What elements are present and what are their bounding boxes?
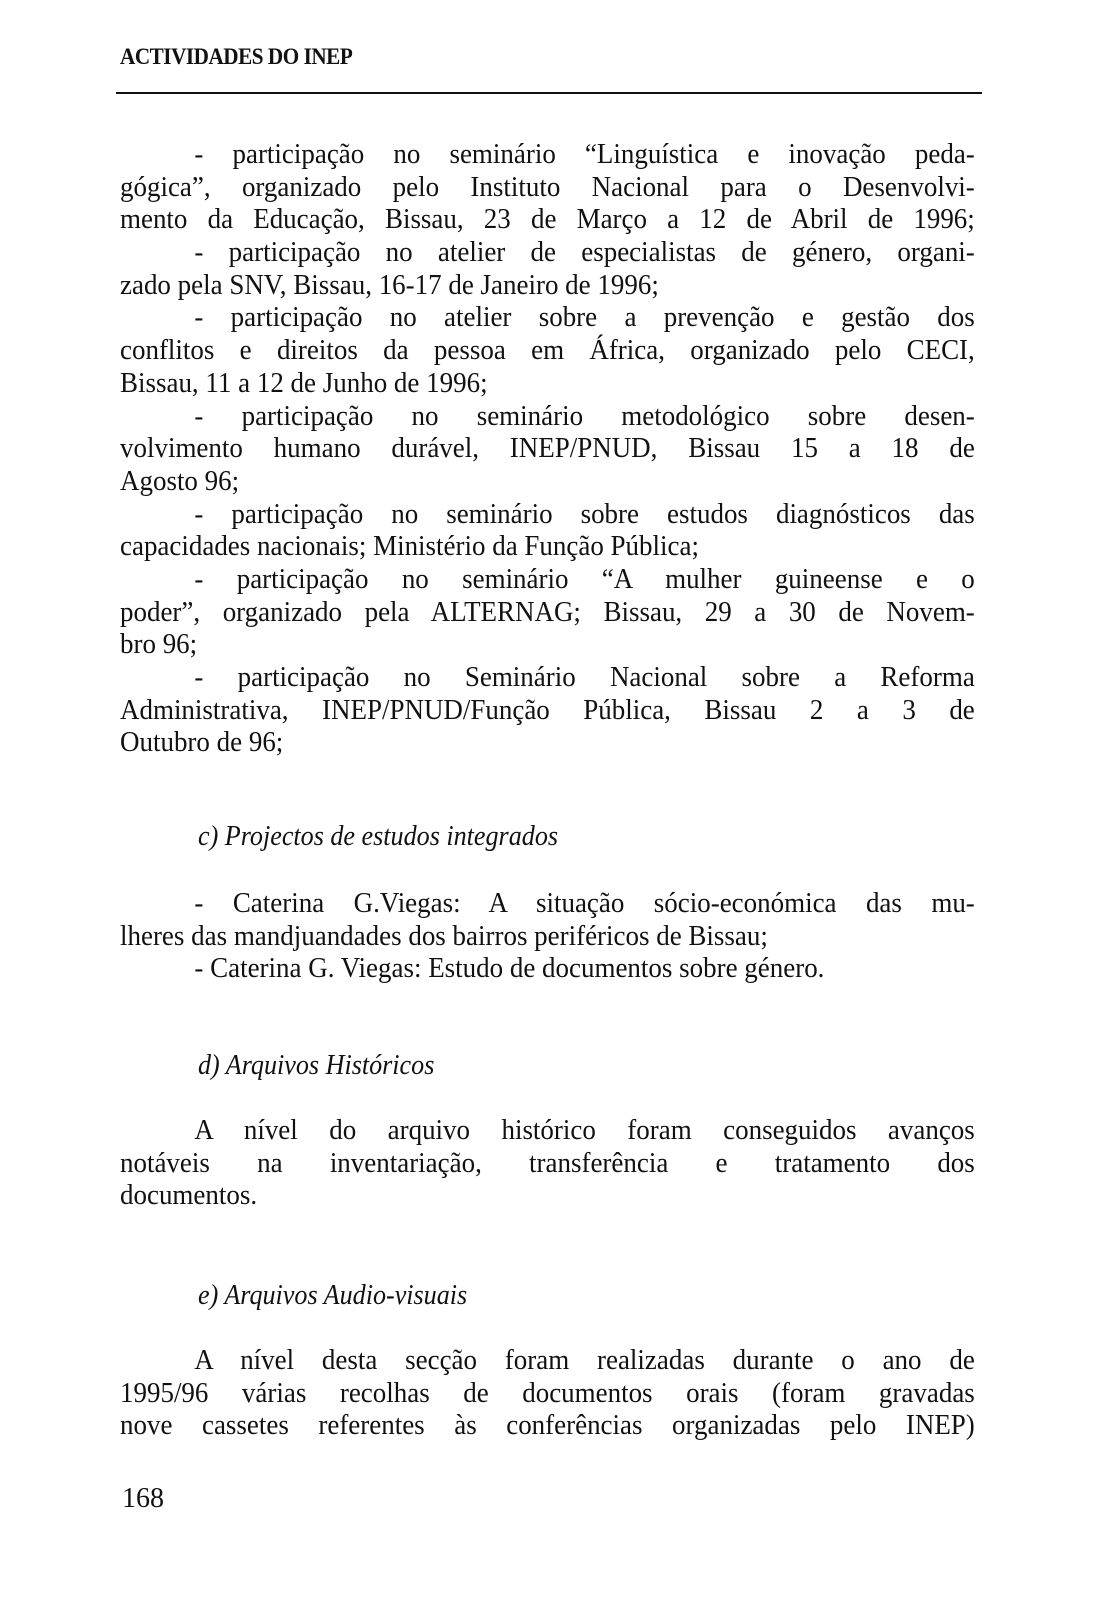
text-line: A nível desta secção foram realizadas durante o ano de [194,1344,975,1376]
text-line: - Caterina G. Viegas: Estudo de documentos sobre género. [194,952,825,985]
text-line: capacidades nacionais; Ministério da Função Pública; [120,530,699,563]
text-line: Outubro de 96; [120,726,284,759]
text-line: - participação no seminário “Linguística e inovação peda- [194,138,975,170]
text-line: conflitos e direitos da pessoa em África, organizado pelo CECI, [120,334,975,367]
running-head: ACTIVIDADES DO INEP [120,44,353,69]
text-line: Administrativa, INEP/PNUD/Função Pública, Bissau 2 a 3 de [120,693,975,726]
text-line: mento da Educação, Bissau, 23 de Março a 12 de Abril de 1996; [120,203,975,236]
text-line: - participação no seminário sobre estudos diagnósticos das [194,497,975,530]
text-line: - participação no Seminário Nacional sobre a Reforma [194,661,975,693]
text-line: - participação no seminário “A mulher guineense e o [194,562,975,595]
text-line: volvimento humano durável, INEP/PNUD, Bissau 15 a 18 de [120,432,975,465]
header-rule [116,92,982,94]
text-line: Agosto 96; [120,464,240,497]
section-c-body [120,887,975,985]
section-heading-d: d) Arquivos Históricos [198,1049,435,1081]
text-line: - participação no seminário metodológico sobre desen- [194,399,975,432]
participations-block [120,138,975,759]
text-line: gógica”, organizado pelo Instituto Nacional para o Desenvolvi- [120,170,975,203]
text-line: notáveis na inventariação, transferência e tratamento dos [120,1146,975,1179]
text-line: - Caterina G.Viegas: A situação sócio-económica das mu- [194,887,975,919]
text-line: Bissau, 11 a 12 de Junho de 1996; [120,366,488,399]
text-line: documentos. [120,1179,258,1212]
text-line: nove cassetes referentes às conferências organizadas pelo INEP) [120,1409,975,1442]
text-line: - participação no atelier sobre a prevenção e gestão dos [194,301,975,334]
page-number: 168 [122,1483,164,1514]
text-line: 1995/96 várias recolhas de documentos orais (foram gravadas [120,1376,975,1409]
text-line: poder”, organizado pela ALTERNAG; Bissau, 29 a 30 de Novem- [120,595,975,628]
text-line: - participação no atelier de especialistas de género, organi- [194,236,975,269]
section-heading-e: e) Arquivos Audio-visuais [198,1279,468,1311]
section-heading-c: c) Projectos de estudos integrados [198,820,559,852]
text-line: zado pela SNV, Bissau, 16-17 de Janeiro de 1996; [120,268,659,301]
section-e-body [120,1344,975,1442]
text-line: A nível do arquivo histórico foram conseguidos avanços [194,1114,975,1146]
text-line: lheres das mandjuandades dos bairros periféricos de Bissau; [120,919,768,952]
section-d-body [120,1114,975,1212]
text-line: bro 96; [120,628,198,661]
